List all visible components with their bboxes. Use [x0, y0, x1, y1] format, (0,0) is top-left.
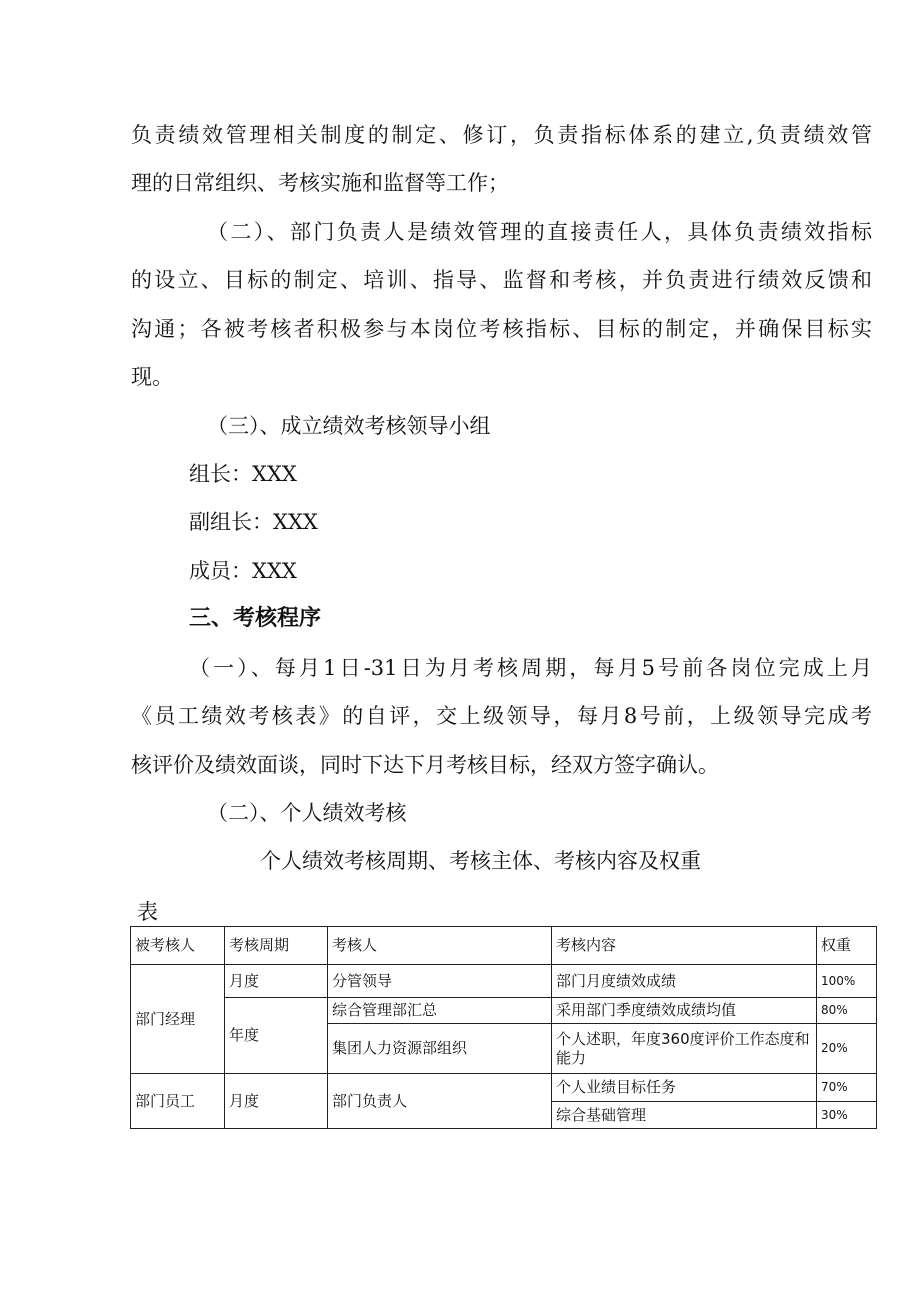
table-header-row [131, 927, 877, 965]
content-cell: 采用部门季度绩效成绩均值 [552, 998, 817, 1024]
period-cell: 年度 [225, 998, 328, 1074]
paragraph-line: （一）、每月1日-31日为月考核周期，每月5号前各岗位完成上月 [189, 656, 872, 680]
period-cell: 月度 [225, 965, 328, 998]
column-header: 权重 [817, 927, 877, 965]
assessor-cell: 综合管理部汇总 [328, 998, 552, 1024]
subheading-leadership-group: （三）、成立绩效考核领导小组 [207, 414, 491, 438]
assessment-table [130, 926, 877, 1129]
content-cell: 个人业绩目标任务 [552, 1074, 817, 1102]
weight-cell: 100% [817, 965, 877, 998]
assessor-cell: 集团人力资源部组织 [328, 1024, 552, 1074]
assessor-cell: 部门负责人 [328, 1074, 552, 1129]
table-caption-continued: 表 [137, 900, 158, 924]
column-header: 考核人 [328, 927, 552, 965]
content-cell: 部门月度绩效成绩 [552, 965, 817, 998]
paragraph-line: 理的日常组织、考核实施和监督等工作； [131, 171, 509, 195]
content-cell: 综合基础管理 [552, 1102, 817, 1129]
assessee-cell: 部门经理 [131, 965, 225, 1074]
table-caption: 个人绩效考核周期、考核主体、考核内容及权重 [260, 849, 701, 873]
paragraph-line: 现。 [131, 365, 173, 389]
subheading-personal-assessment: （二）、个人绩效考核 [207, 801, 407, 825]
deputy-leader: 副组长：XXX [189, 510, 318, 534]
paragraph-line: 负责绩效管理相关制度的制定、修订，负责指标体系的建立,负责绩效管 [131, 123, 872, 147]
paragraph-line: （二）、部门负责人是绩效管理的直接责任人，具体负责绩效指标 [207, 220, 872, 244]
paragraph-line: 的设立、目标的制定、培训、指导、监督和考核，并负责进行绩效反馈和 [131, 268, 872, 292]
period-cell: 月度 [225, 1074, 328, 1129]
group-members: 成员：XXX [189, 559, 297, 583]
table-row [131, 998, 877, 1024]
group-leader: 组长：XXX [189, 462, 297, 486]
assessor-cell: 分管领导 [328, 965, 552, 998]
section-heading-procedure: 三、考核程序 [189, 606, 322, 631]
table-row [131, 1074, 877, 1102]
weight-cell: 30% [817, 1102, 877, 1129]
paragraph-line: 核评价及绩效面谈，同时下达下月考核目标，经双方签字确认。 [131, 753, 719, 777]
paragraph-line: 《员工绩效考核表》的自评，交上级领导，每月8号前，上级领导完成考 [131, 704, 872, 728]
column-header: 被考核人 [131, 927, 225, 965]
assessee-cell: 部门员工 [131, 1074, 225, 1129]
weight-cell: 70% [817, 1074, 877, 1102]
column-header: 考核内容 [552, 927, 817, 965]
column-header: 考核周期 [225, 927, 328, 965]
weight-cell: 80% [817, 998, 877, 1024]
table-row [131, 965, 877, 998]
weight-cell: 20% [817, 1024, 877, 1074]
content-cell: 个人述职，年度360度评价工作态度和能力 [552, 1024, 817, 1074]
paragraph-line: 沟通；各被考核者积极参与本岗位考核指标、目标的制定，并确保目标实 [131, 317, 872, 341]
